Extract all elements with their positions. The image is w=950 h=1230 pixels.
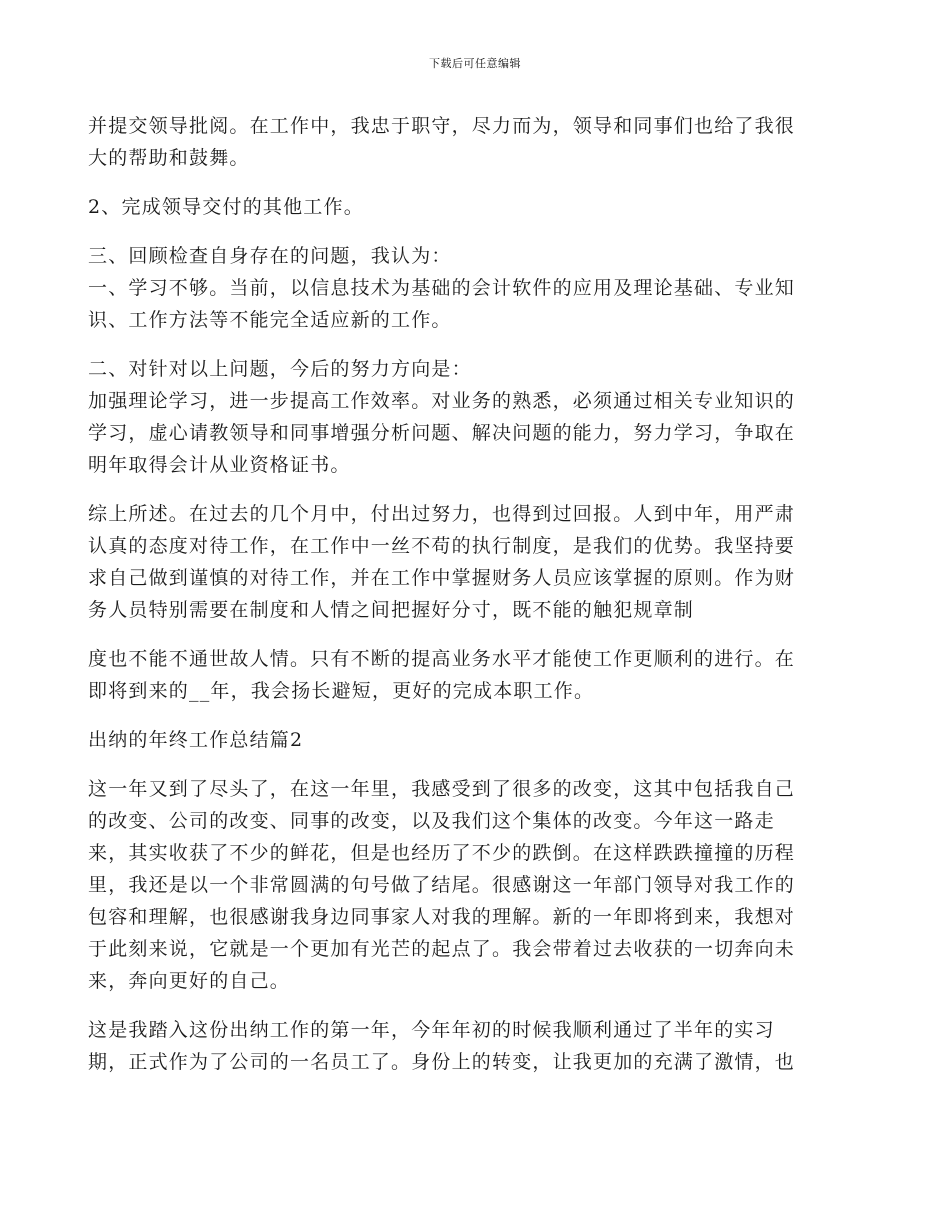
text-line: 于此刻来说，它就是一个更加有光芒的起点了。我会带着过去收获的一切奔向未 (88, 938, 796, 960)
text-line: 综上所述。在过去的几个月中，付出过努力，也得到过回报。人到中年，用严肃 (88, 503, 796, 525)
paragraph (88, 110, 863, 174)
paragraph (88, 773, 863, 997)
paragraph (88, 240, 863, 336)
text-line: 期，正式作为了公司的一名员工了。身份上的转变，让我更加的充满了激情，也 (88, 1051, 796, 1073)
text-line: 2、完成领导交付的其他工作。 (88, 196, 364, 218)
paragraph (88, 643, 863, 707)
paragraph (88, 498, 863, 626)
section-heading (88, 724, 863, 756)
document-body (88, 110, 863, 1078)
text-line: 三、回顾检查自身存在的问题，我认为： (88, 245, 452, 267)
text-line: 并提交领导批阅。在工作中，我忠于职守，尽力而为，领导和同事们也给了我很 (88, 115, 796, 137)
text-line: 务人员特别需要在制度和人情之间把握好分寸，既不能的触犯规章制 (88, 599, 695, 621)
text-line: 包容和理解，也很感谢我身边同事家人对我的理解。新的一年即将到来，我想对 (88, 906, 796, 928)
paragraph (88, 191, 863, 223)
text-line: 里，我还是以一个非常圆满的句号做了结尾。很感谢这一年部门领导对我工作的 (88, 874, 796, 896)
text-line: 来，其实收获了不少的鲜花，但是也经历了不少的跌倒。在这样跌跌撞撞的历程 (88, 842, 796, 864)
text-line: 认真的态度对待工作，在工作中一丝不苟的执行制度，是我们的优势。我坚持要 (88, 535, 796, 557)
text-line: 来，奔向更好的自己。 (88, 970, 291, 992)
text-line: 出纳的年终工作总结篇2 (88, 729, 304, 751)
text-line: 求自己做到谨慎的对待工作，并在工作中掌握财务人员应该掌握的原则。作为财 (88, 567, 796, 589)
text-line: 明年取得会计从业资格证书。 (88, 454, 351, 476)
text-line: 这一年又到了尽头了，在这一年里，我感受到了很多的改变，这其中包括我自己 (88, 778, 796, 800)
text-line: 一、学习不够。当前，以信息技术为基础的会计软件的应用及理论基础、专业知 (88, 277, 796, 299)
paragraph (88, 353, 863, 481)
text-line: 大的帮助和鼓舞。 (88, 147, 250, 169)
text-line: 这是我踏入这份出纳工作的第一年，今年年初的时候我顺利通过了半年的实习 (88, 1019, 775, 1041)
text-line: 度也不能不通世故人情。只有不断的提高业务水平才能使工作更顺利的进行。在 (88, 648, 796, 670)
page-header: 下载后可任意编辑 (429, 57, 521, 70)
text-line: 学习，虚心请教领导和同事增强分析问题、解决问题的能力，努力学习，争取在 (88, 422, 796, 444)
text-line: 即将到来的__年，我会扬长避短，更好的完成本职工作。 (88, 680, 595, 702)
text-line: 识、工作方法等不能完全适应新的工作。 (88, 309, 452, 331)
paragraph (88, 1014, 863, 1078)
text-line: 二、对针对以上问题，今后的努力方向是： (88, 358, 472, 380)
text-line: 的改变、公司的改变、同事的改变，以及我们这个集体的改变。今年这一路走 (88, 810, 775, 832)
text-line: 加强理论学习，进一步提高工作效率。对业务的熟悉，必须通过相关专业知识的 (88, 390, 796, 412)
